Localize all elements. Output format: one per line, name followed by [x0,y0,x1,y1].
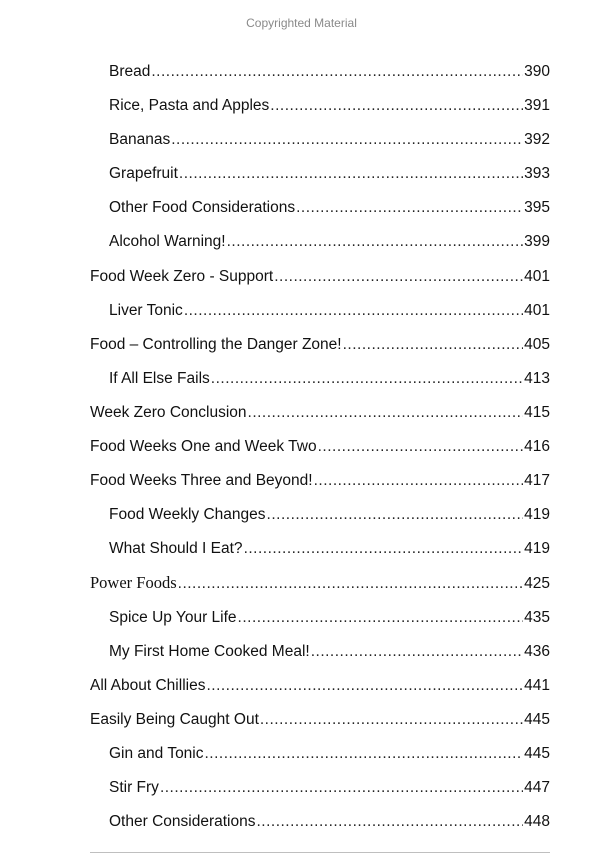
toc-leader-dots [274,260,523,294]
toc-entry[interactable] [90,805,550,839]
toc-entry-title: Power Foods [90,573,177,593]
toc-entry-page-number: 399 [524,233,550,251]
toc-entry-page-number: 413 [524,369,550,387]
toc-entry-title: Grapefruit [109,165,178,183]
toc-leader-dots [256,805,523,839]
toc-leader-dots [227,225,524,259]
toc-entry-title: Other Considerations [109,813,256,831]
toc-entry-title: Food Weeks Three and Beyond! [90,472,313,490]
toc-leader-dots [343,328,524,362]
toc-entry[interactable] [90,191,550,225]
toc-leader-dots [178,567,523,601]
toc-entry[interactable] [90,89,550,123]
toc-entry[interactable] [90,396,550,430]
toc-entry-page-number: 419 [524,506,550,524]
toc-leader-dots [160,771,523,805]
toc-entry[interactable] [90,123,550,157]
toc-entry-title: Food Weeks One and Week Two [90,438,317,456]
toc-entry-title: Bananas [109,131,171,149]
toc-entry[interactable] [90,635,550,669]
toc-entry-page-number: 435 [524,608,550,626]
toc-leader-dots [311,635,523,669]
toc-entry[interactable] [90,703,550,737]
toc-entry-page-number: 392 [524,131,550,149]
toc-entry[interactable] [90,328,550,362]
toc-entry-title: Alcohol Warning! [109,233,226,251]
toc-entry-page-number: 441 [524,676,550,694]
toc-entry[interactable] [90,225,550,259]
toc-leader-dots [238,601,524,635]
toc-leader-dots [248,396,524,430]
table-of-contents [90,55,550,839]
toc-entry[interactable] [90,55,550,89]
toc-entry-title: Spice Up Your Life [109,608,237,626]
toc-entry[interactable] [90,430,550,464]
toc-entry-page-number: 448 [524,813,550,831]
toc-leader-dots [314,464,524,498]
toc-entry-title: Week Zero Conclusion [90,403,247,421]
toc-entry[interactable] [90,737,550,771]
toc-leader-dots [318,430,524,464]
toc-entry-page-number: 419 [524,540,550,558]
toc-entry-page-number: 436 [524,642,550,660]
toc-entry-page-number: 445 [524,710,550,728]
toc-leader-dots [211,362,523,396]
toc-entry-page-number: 395 [524,199,550,217]
toc-entry-title: Liver Tonic [109,301,183,319]
toc-entry-page-number: 425 [524,575,550,593]
toc-entry-title: All About Chillies [90,676,206,694]
toc-entry[interactable] [90,669,550,703]
toc-entry-page-number: 401 [524,267,550,285]
toc-leader-dots [179,157,523,191]
copyright-watermark: Copyrighted Material [246,16,357,30]
toc-entry-page-number: 415 [524,403,550,421]
toc-entry-page-number: 390 [524,63,550,80]
toc-entry-title: Food – Controlling the Danger Zone! [90,335,342,353]
toc-entry-page-number: 393 [524,165,550,183]
toc-entry[interactable] [90,294,550,328]
toc-entry-page-number: 417 [524,472,550,490]
toc-leader-dots [260,703,523,737]
toc-entry-title: What Should I Eat? [109,540,243,558]
toc-entry-page-number: 445 [524,744,550,762]
toc-leader-dots [270,89,523,123]
toc-entry-title: My First Home Cooked Meal! [109,642,310,660]
toc-entry[interactable] [90,532,550,566]
toc-entry[interactable] [90,498,550,532]
toc-leader-dots [184,294,523,328]
toc-entry-title: Food Week Zero - Support [90,267,274,285]
toc-leader-dots [244,532,524,566]
toc-entry-title: Gin and Tonic [109,744,204,762]
toc-leader-dots [267,498,524,532]
toc-entry[interactable] [90,566,550,600]
toc-entry-title: Other Food Considerations [109,199,296,217]
toc-leader-dots [171,123,523,157]
toc-entry[interactable] [90,601,550,635]
toc-entry[interactable] [90,157,550,191]
toc-entry-title: Rice, Pasta and Apples [109,97,270,115]
toc-entry-title: If All Else Fails [109,369,210,387]
toc-entry-page-number: 416 [524,438,550,456]
toc-entry-title: Food Weekly Changes [109,506,266,524]
toc-leader-dots [206,669,523,703]
toc-entry-title: Easily Being Caught Out [90,710,259,728]
toc-entry-title: Stir Fry [109,778,159,796]
toc-leader-dots [296,191,523,225]
toc-entry-page-number: 391 [524,97,550,115]
toc-leader-dots [205,737,524,771]
toc-entry-page-number: 401 [524,301,550,319]
toc-entry[interactable] [90,464,550,498]
toc-entry[interactable] [90,771,550,805]
toc-entry-page-number: 447 [524,778,550,796]
toc-entry[interactable] [90,362,550,396]
toc-entry-title: Bread [109,63,151,80]
toc-leader-dots [151,55,523,89]
toc-entry-page-number: 405 [524,335,550,353]
toc-entry[interactable] [90,260,550,294]
footer-divider [90,852,550,853]
